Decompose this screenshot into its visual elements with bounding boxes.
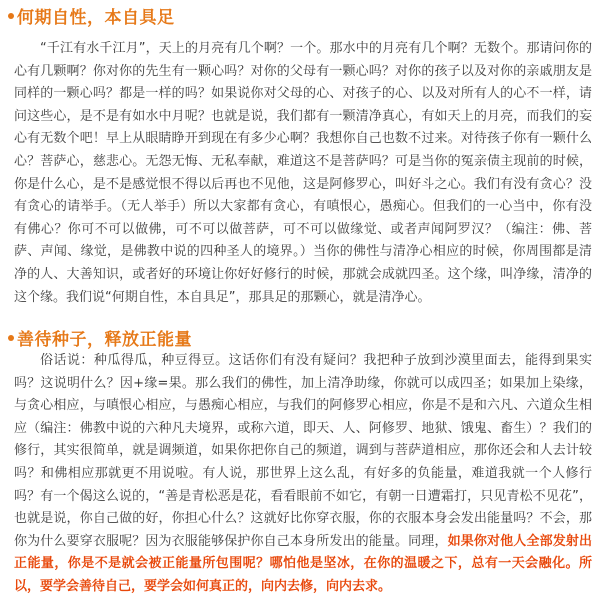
section-paragraph-2 [14, 350, 592, 599]
section-paragraph-2-text: 俗话说：种瓜得瓜，种豆得豆。这话你们有没有疑问？我把种子放到沙漠里面去，能得到果实吗？这说明什么？因+缘=果。那么我们的佛性，加上清净助缘，你就可以成四圣；如果加上染缘，与贪心相应，与嗔恨心相应，与愚痴心相应，与我们的阿修罗心相应，你是不是和六凡、六道众生相应（编注：佛教中说的六种凡夫境界，或称六道，即天、人、阿修罗、地狱、饿鬼、畜生）？我们的修行，其实很简单，就是调频道，如果你把你自己的频道，调到与菩萨道相应，那你还会和人去计较吗？和佛相应那就更不用说啦。有人说，那世界上这么乱，有好多的负能量，难道我就一个人修行吗？有一个偈这么说的，“善是青松恶是花，看看眼前不如它，有朝一日遭霜打，只见青松不见花”，也就是说，你自己做的好，你担心什么？这就好比你穿衣服，你的衣服本身会发出能量吗？不会，那你为什么要穿衣服呢？因为衣服能够保护你自己本身所发出的能量。同理， [14, 353, 592, 549]
section-heading-1-text: 何期自性，本自具足 [17, 8, 175, 28]
section-paragraph-1: “千江有水千江月”，天上的月亮有几个啊？一个。那水中的月亮有几个啊？无数个。那请问你的心有几颗啊？你对你的先生有一颗心吗？对你的父母有一颗心吗？对你的孩子以及对你的亲戚朋友是同样的一颗心吗？都是一样的吗？如果说你对父母的心、对孩子的心、以及对所有人的心不一样，请问这些心，是不是有如水中月呢？也就是说，我们都有一颗清净真心，有如天上的月亮，而我们的妄心有无数个吧！早上从眼睛睁开到现在有多少心啊？我想你自己也数不过来。对待孩子你有一颗什么心？菩萨心，慈悲心。无怨无悔、无私奉献，难道这不是菩萨吗？可是当你的冤亲债主现前的时候，你是什么心，是不是感觉恨不得以后再也不见他，这是阿修罗心，叫好斗之心。我们有没有贪心？没有贪心的请举手。（无人举手）所以大家都有贪心，有嗔恨心，愚痴心。但我们的一心当中，你有没有佛心？你可不可以做佛，可不可以做菩萨，可不可以做缘觉、或者声闻阿罗汉？（编注：佛、菩萨、声闻、缘觉，是佛教中说的四种圣人的境界。）当你的佛性与清净心相应的时候，你周围都是清净的人、大善知识，或者好的环境让你好好修行的时候，那就会成就四圣。这个缘，叫净缘，清净的这个缘。我们说“何期自性，本自具足”，那具足的那颗心，就是清净心。 [14, 41, 592, 305]
bullet-dot-icon [8, 335, 14, 341]
section-heading-2 [8, 325, 192, 350]
highlighted-text: 如果你对他人全部发射出正能量，你是不是就会被正能量所包围呢？哪怕他是坚冰，在你的温暖之下，总有一天会融化。所以，要学会善待自己，要学会如何真正的，向内去修，向内去求。 [14, 533, 592, 594]
section-heading-2-text: 善待种子，释放正能量 [17, 330, 192, 350]
bullet-dot-icon [8, 13, 14, 19]
section-heading-1 [8, 3, 175, 28]
